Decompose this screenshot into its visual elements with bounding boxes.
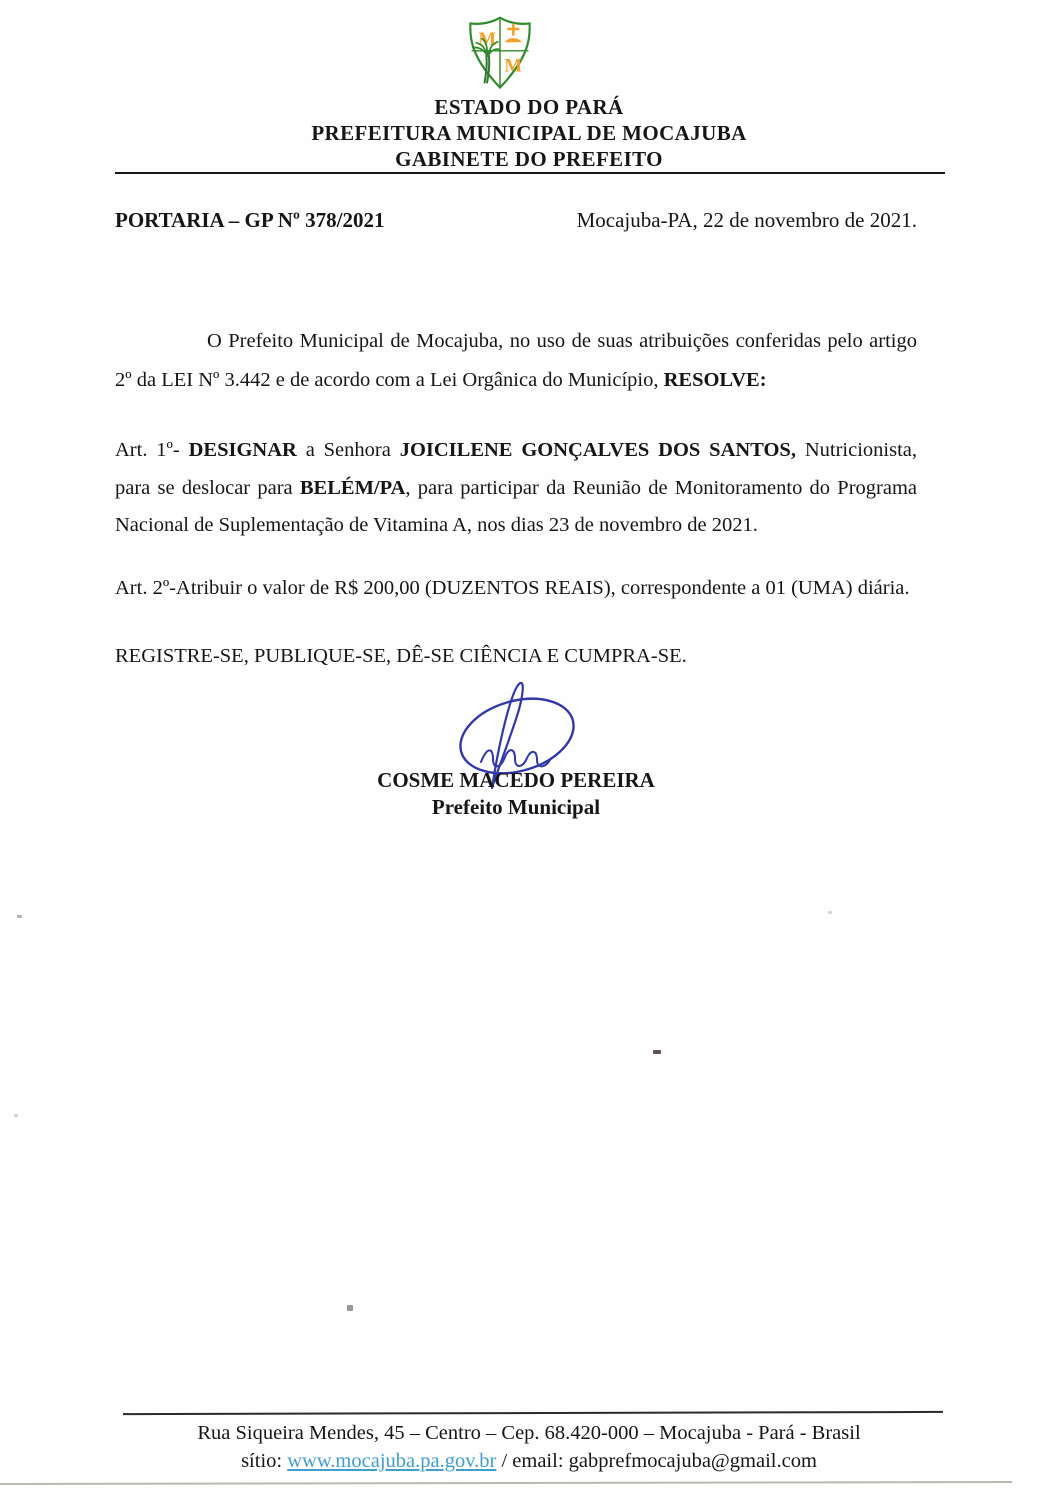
scan-artifact <box>14 1114 18 1117</box>
page-bottom-edge-line <box>0 1481 1012 1485</box>
crest-letter-m-top: M <box>478 29 497 51</box>
article-1-person-name: JOICILENE GONÇALVES DOS SANTOS, <box>399 439 796 461</box>
closing-formula: REGISTRE-SE, PUBLIQUE-SE, DÊ-SE CIÊNCIA E CUMPRA-SE. <box>115 644 687 667</box>
footer-email: / email: gabprefmocajuba@gmail.com <box>496 1450 817 1472</box>
document-body <box>115 322 917 676</box>
scan-artifact <box>17 915 22 918</box>
article-2-paragraph: Art. 2º-Atribuir o valor de R$ 200,00 (DUZENTOS REAIS), correspondente a 01 (UMA) diária. <box>115 576 910 599</box>
preamble-resolve: RESOLVE: <box>663 369 767 391</box>
article-1-text-a: a Senhora <box>296 439 400 461</box>
signer-title: Prefeito Municipal <box>431 795 601 819</box>
letterhead-state: ESTADO DO PARÁ <box>434 95 624 119</box>
preamble-paragraph <box>115 322 917 400</box>
scan-artifact <box>828 911 832 914</box>
scan-artifact <box>653 1050 661 1054</box>
article-1-paragraph <box>115 432 917 545</box>
document-dateline: Mocajuba-PA, 22 de novembro de 2021. <box>576 208 917 232</box>
signer-name: COSME MACEDO PEREIRA <box>377 768 655 792</box>
footer <box>0 1419 1058 1475</box>
document-meta-row <box>115 208 917 233</box>
footer-site-label: sítio: <box>241 1450 288 1472</box>
footer-divider <box>123 1411 943 1415</box>
letterhead-prefecture: PREFEITURA MUNICIPAL DE MOCAJUBA <box>311 121 747 145</box>
scan-artifact <box>347 1305 353 1311</box>
preamble-text: O Prefeito Municipal de Mocajuba, no uso de suas atribuições conferidas pelo artigo 2º da LEI Nº 3.442 e de acordo com a Lei Orgânica do Município, <box>115 330 917 391</box>
crest-letter-m-bottom: M <box>504 55 522 77</box>
footer-contacts <box>0 1447 1058 1475</box>
article-1-designar: DESIGNAR <box>188 439 297 461</box>
crest-shield-icon <box>464 13 536 93</box>
footer-address: Rua Siqueira Mendes, 45 – Centro – Cep. 68.420-000 – Mocajuba - Pará - Brasil <box>197 1422 861 1444</box>
mocajuba-crest-icon <box>464 13 536 93</box>
article-1-label: Art. 1º- <box>115 439 189 461</box>
footer-website-link[interactable]: www.mocajuba.pa.gov.br <box>287 1450 497 1472</box>
letterhead <box>0 94 1058 172</box>
letterhead-office: GABINETE DO PREFEITO <box>395 147 663 171</box>
article-1-text-b: Nutricionista, para se deslocar para <box>115 439 917 499</box>
document-number: PORTARIA – GP Nº 378/2021 <box>115 208 385 232</box>
header-divider <box>115 172 945 174</box>
signature-block <box>115 767 917 821</box>
article-1-text-c: , para participar da Reunião de Monitoramento do Programa Nacional de Suplementação de Vitamina A, nos dias 23 de novembro de 2021. <box>115 476 917 536</box>
article-1-destination: BELÉM/PA <box>299 476 406 499</box>
